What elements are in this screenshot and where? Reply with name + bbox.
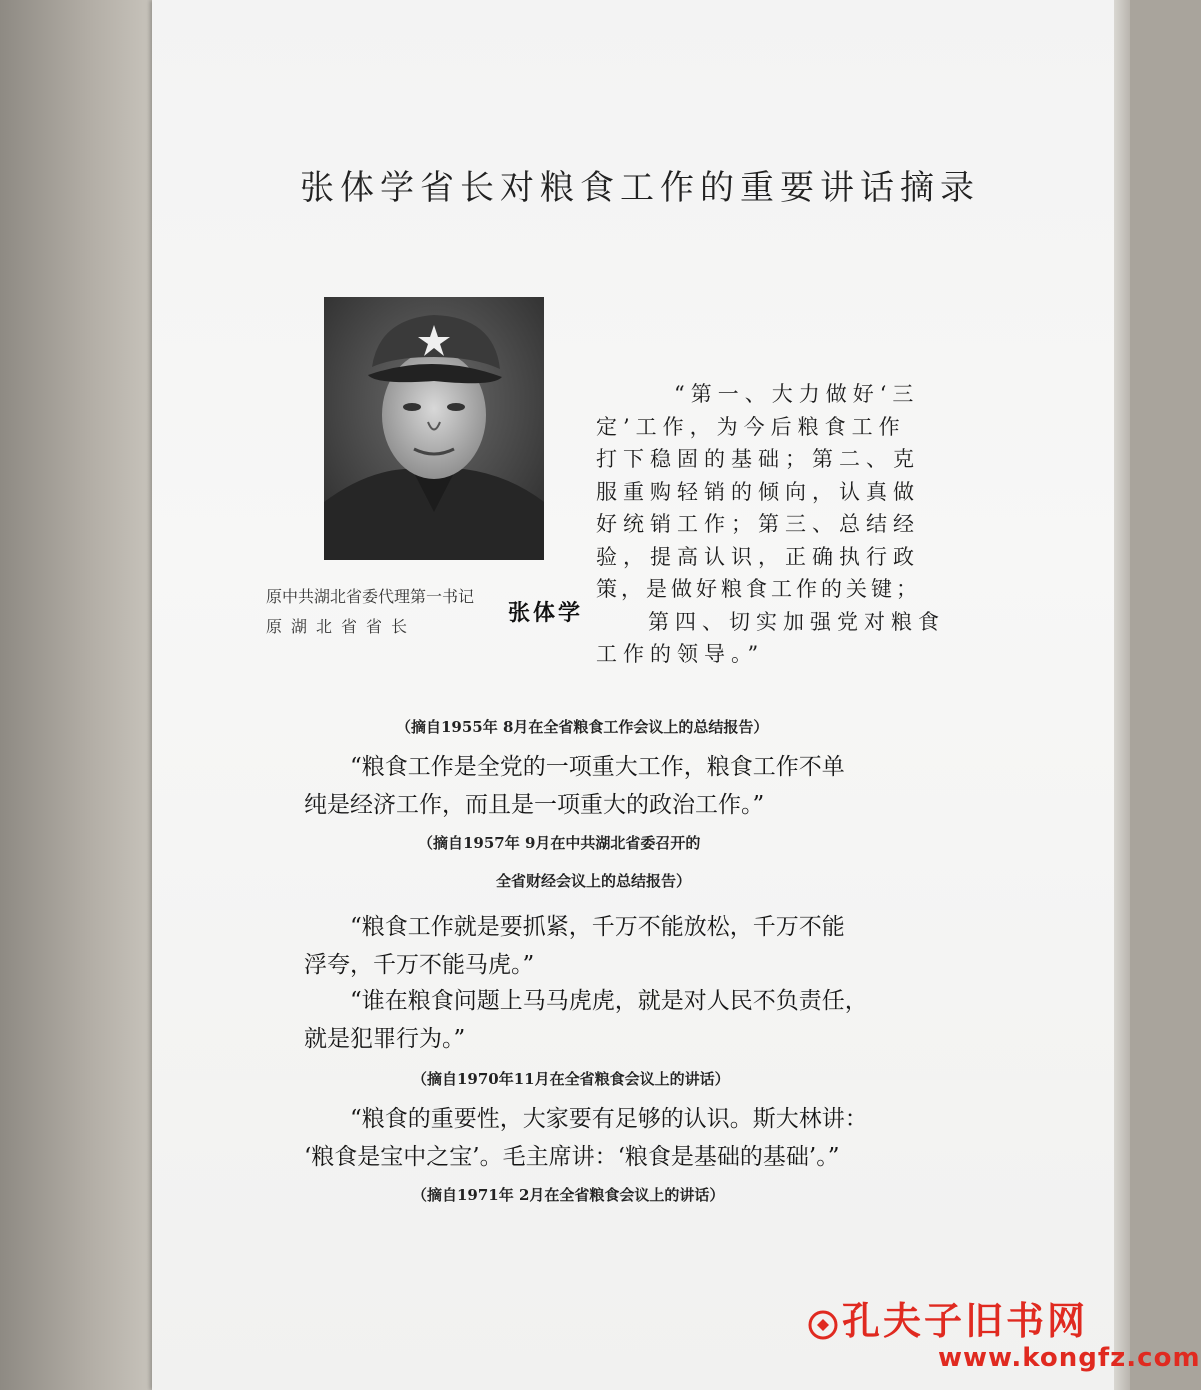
- quote-line: “谁在粮食问题上马马虎虎，就是对人民不负责任，: [350, 988, 868, 1014]
- quote-block: [304, 748, 944, 824]
- caption-title-line: 原中共湖北省委代理第一书记: [266, 587, 475, 606]
- quote-line: 打下稳固的基础；第二、克: [596, 447, 920, 471]
- page-title: 张体学省长对粮食工作的重要讲话摘录: [300, 168, 980, 208]
- quote-source: （摘自1957年 9月在中共湖北省委召开的: [418, 834, 701, 852]
- quote-source: （摘自1970年11月在全省粮食会议上的讲话）: [412, 1070, 730, 1088]
- watermark-url: www.kongfz.com: [938, 1343, 1201, 1373]
- quote-line: 好统销工作；第三、总结经: [596, 512, 920, 536]
- caption-title-line: 原湖北省省长: [266, 617, 417, 636]
- watermark-name: 孔夫子旧书网: [842, 1299, 1089, 1343]
- quote-line: 策，是做好粮食工作的关键；: [596, 577, 921, 601]
- watermark-logo-icon: [808, 1310, 838, 1340]
- quote-block: [596, 378, 945, 671]
- portrait-photo: [324, 297, 544, 560]
- quote-line: “粮食工作就是要抓紧，千万不能放松，千万不能: [350, 914, 845, 940]
- watermark: [842, 1290, 1201, 1373]
- quote-block: [304, 982, 944, 1058]
- quote-line: 定’工作，为今后粮食工作: [596, 414, 906, 439]
- quote-line: “第一、大力做好‘三: [674, 382, 920, 406]
- quote-line: 浮夸，千万不能马虎。”: [304, 952, 535, 978]
- book-spine-shadow: [0, 0, 152, 1390]
- quote-line: 验，提高认识，正确执行政: [596, 544, 920, 569]
- quote-block: [304, 908, 944, 984]
- quote-line: 就是犯罪行为。”: [304, 1026, 466, 1052]
- quote-line: ‘粮食是宝中之宝’。毛主席讲：‘粮食是基础的基础’。”: [304, 1144, 840, 1170]
- quote-source: 全省财经会议上的总结报告）: [496, 872, 692, 890]
- quote-line: 纯是经济工作，而且是一项重大的政治工作。”: [304, 792, 765, 818]
- person-name: 张体学: [508, 600, 584, 626]
- quote-source: （摘自1971年 2月在全省粮食会议上的讲话）: [412, 1186, 725, 1204]
- quote-block: [304, 1100, 944, 1176]
- quote-line: “粮食工作是全党的一项重大工作，粮食工作不单: [350, 754, 845, 780]
- quote-line: “粮食的重要性，大家要有足够的认识。斯大林讲：: [350, 1106, 868, 1132]
- quote-line: 工作的领导。”: [596, 642, 765, 666]
- portrait-caption: [266, 582, 474, 642]
- quote-source: （摘自1955年 8月在全省粮食工作会议上的总结报告）: [396, 718, 769, 736]
- quote-line: 服重购轻销的倾向，认真做: [596, 479, 920, 504]
- page-edge: [1114, 0, 1130, 1390]
- quote-line: 第四、切实加强党对粮食: [648, 609, 945, 634]
